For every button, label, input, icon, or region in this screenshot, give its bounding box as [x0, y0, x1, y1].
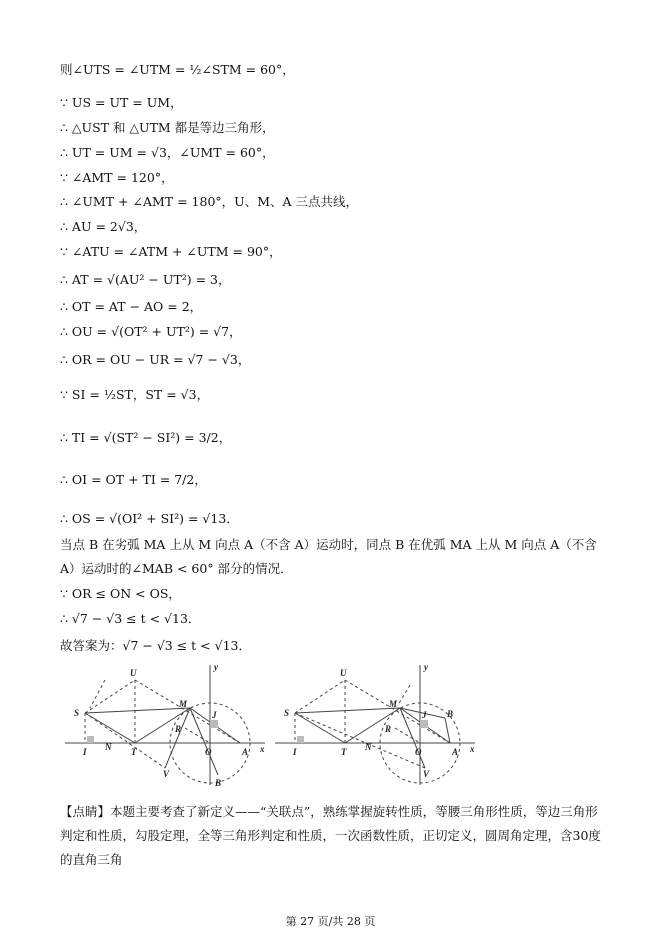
- label-V: V: [163, 769, 170, 779]
- geometry-figure-right: [270, 660, 490, 790]
- step-line-5: ∵ ∠AMT = 120°，: [60, 170, 174, 185]
- case-paragraph: 当点 B 在劣弧 MA 上从 M 向点 A（不含 A）运动时，同点 B 在优弧 MA 上从 M 向点 A（不含 A）运动时的∠MAB < 60° 部分的情况．: [60, 537, 597, 576]
- segment-SM: [85, 708, 190, 713]
- tangent-stub: [90, 680, 105, 708]
- inequality-line-2: ∴ √7 − √3 ≤ t < √13．: [60, 611, 201, 626]
- step-line-13: ∵ SI = ½ST，ST = √3，: [60, 387, 210, 402]
- right-angle-mark: [297, 736, 304, 743]
- step-line-3: ∴ △UST 和 △UTM 都是等边三角形，: [60, 120, 275, 135]
- segment-BA: [445, 718, 450, 743]
- label-T: T: [131, 747, 137, 757]
- step-line-7: ∴ AU = 2√3，: [60, 219, 147, 234]
- step-line-10: ∴ OT = AT − AO = 2，: [60, 299, 203, 314]
- step-line-2: ∵ US = UT = UM，: [60, 95, 183, 110]
- label-I: I: [83, 747, 87, 757]
- segment-TM: [345, 708, 400, 743]
- step-line-8: ∵ ∠ATU = ∠ATM + ∠UTM = 90°，: [60, 244, 282, 259]
- label-x: x: [470, 744, 475, 754]
- label-V: V: [423, 769, 430, 779]
- inequality-line-1: ∵ OR ≤ ON < OS，: [60, 586, 181, 601]
- label-J: J: [212, 710, 217, 720]
- label-N: N: [365, 742, 372, 752]
- label-U: U: [340, 668, 347, 678]
- right-angle-mark: [210, 720, 218, 728]
- comment-paragraph: 【点睛】本题主要考查了新定义——“关联点”，熟练掌握旋转性质，等腰三角形性质，等边三角形判定和性质，勾股定理，全等三角形判定和性质，一次函数性质，正切定义，圆周角定理，含30度的直角三角: [60, 804, 601, 867]
- page-footer: 第 27 页/共 28 页: [285, 915, 376, 928]
- label-J: J: [422, 710, 427, 720]
- segment-VM: [165, 708, 190, 768]
- label-R: R: [385, 724, 392, 734]
- label-N: N: [105, 742, 112, 752]
- segment-SU: [295, 680, 345, 713]
- segment-RO: [395, 728, 420, 743]
- label-A: A: [452, 747, 459, 757]
- label-B: B: [447, 709, 454, 719]
- label-T: T: [341, 747, 347, 757]
- step-line-6: ∴ ∠UMT + ∠AMT = 180°，U、M、A 三点共线，: [60, 194, 358, 209]
- label-x: x: [260, 744, 265, 754]
- right-angle-mark: [87, 736, 94, 743]
- step-line-11: ∴ OU = √(OT² + UT²) = √7，: [60, 324, 242, 339]
- step-line-16: ∴ OS = √(OI² + SI²) = √13．: [60, 511, 239, 526]
- step-line-15: ∴ OI = OT + TI = 7/2，: [60, 472, 207, 487]
- segment-RO: [185, 728, 210, 743]
- label-B: B: [215, 778, 222, 788]
- label-S: S: [284, 708, 290, 718]
- label-O: O: [415, 747, 422, 757]
- right-angle-mark: [420, 720, 428, 728]
- label-U: U: [130, 668, 137, 678]
- label-S: S: [74, 708, 80, 718]
- label-M: M: [389, 699, 398, 709]
- step-line-4: ∴ UT = UM = √3，∠UMT = 60°，: [60, 145, 275, 160]
- segment-TM: [135, 708, 190, 743]
- step-line-12: ∴ OR = OU − UR = √7 − √3，: [60, 352, 251, 367]
- segment-SU: [85, 680, 135, 713]
- step-line-1: 则∠UTS = ∠UTM = ½∠STM = 60°，: [60, 62, 295, 77]
- geometry-figure-left: [60, 660, 280, 790]
- label-O: O: [205, 747, 212, 757]
- label-I: I: [293, 747, 297, 757]
- label-R: R: [175, 724, 182, 734]
- step-line-9: ∴ AT = √(AU² − UT²) = 3，: [60, 272, 231, 287]
- label-y: y: [214, 662, 218, 672]
- segment-SV: [85, 713, 165, 768]
- label-A: A: [242, 747, 249, 757]
- step-line-14: ∴ TI = √(ST² − SI²) = 3/2，: [60, 430, 232, 445]
- label-y: y: [424, 662, 428, 672]
- label-M: M: [179, 699, 188, 709]
- answer-line: 故答案为：√7 − √3 ≤ t < √13．: [60, 638, 251, 653]
- segment-SM: [295, 708, 400, 713]
- tangent-stub: [398, 685, 410, 705]
